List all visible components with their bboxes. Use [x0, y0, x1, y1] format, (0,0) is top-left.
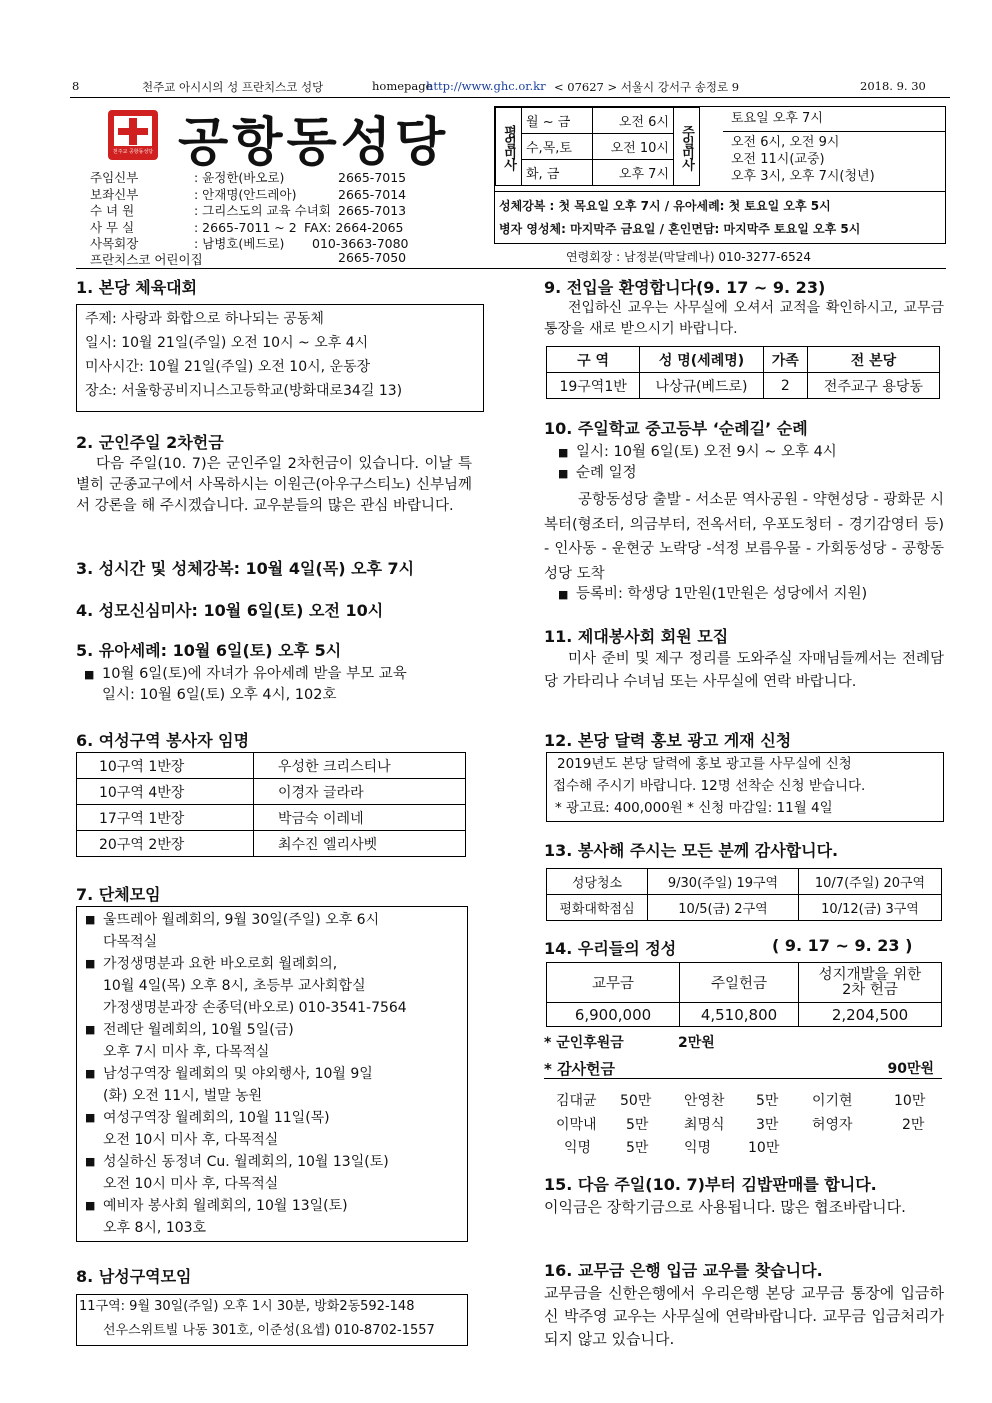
offering-period: ( 9. 17 ~ 9. 23 )	[772, 936, 913, 955]
section-body: 미사 준비 및 제구 정리를 도와주실 자매님들께서는 전례담당 가타리나 수녀님 또는 사무실에 연락 바랍니다.	[544, 651, 944, 690]
fee-item: ■ 등록비: 학생당 1만원(1만원은 성당에서 지원)	[556, 584, 946, 605]
offering-table: 교무금 주일헌금 성지개발을 위한 2차 헌금 6,900,000 4,510,800 2,204,500	[546, 962, 942, 1027]
weekday-mass-label: 평일미사	[501, 124, 516, 169]
logo-caption: 천주교 공항동성당	[112, 149, 154, 155]
section-title: 10. 주일학교 중고등부 ‘순례길’ 순례	[544, 419, 808, 438]
pilgrimage-list: ■ 일시: 10월 6일(토) 오전 9시 ~ 오후 4시 ■ 순례 일정	[556, 442, 946, 484]
section-body: 교무금을 신한은행에서 우리은행 본당 교무금 통장에 입금하신 박주영 교우는 사무실에 연락바랍니다. 교무금 입금처리가 되지 않고 있습니다.	[544, 1284, 944, 1348]
address: < 07627 > 서울시 강서구 송정로 9	[554, 80, 740, 94]
section-body: 이익금은 장학기금으로 사용됩니다. 많은 협조바랍니다.	[544, 1198, 906, 1216]
staff-row: 보좌신부 : 안재명(안드레아) 2665-7014	[90, 186, 407, 202]
homepage-link[interactable]: http://www.ghc.or.kr	[426, 79, 546, 93]
issue-date: 2018. 9. 30	[860, 79, 926, 93]
parish-name: 공항동성당	[178, 113, 450, 173]
staff-list	[90, 170, 420, 253]
volunteer-table: 10구역 1반장 우성한 크리스티나 10구역 4반장 이경자 글라라 17구역 1반장 박금숙 이레네 20구역 2반장 최수진 엘리사벳	[76, 752, 466, 857]
military-support: * 군인후원금 2만원	[544, 1035, 715, 1051]
section-title: 15. 다음 주일(10. 7)부터 김밥판매를 합니다.	[544, 1175, 877, 1194]
staff-row: 수 녀 원 : 그리스도의 교육 수녀회 2665-7013	[90, 203, 407, 218]
staff-row: 사목회장 : 남병호(베드로) 010-3663-7080	[90, 236, 409, 251]
funeral-contact: 연령회장 : 남정분(막달레나) 010-3277-6524	[566, 250, 812, 264]
section-title: 3. 성시간 및 성체강복: 10월 4일(목) 오후 7시	[76, 559, 415, 578]
mass-notice: 성체강복 : 첫 목요일 오후 7시 / 유아세례: 첫 토요일 오후 5시	[499, 199, 831, 213]
pilgrimage-route: 공항동성당 출발 - 서소문 역사공원 - 약현성당 - 광화문 시복터(형조터, 의금부터, 전옥서터, 우포도청터 - 경기감영터 등) - 인사동 - 운현궁 노락당 -석정 보름우물 - 가회동성당 - 공항동성당 도착	[544, 492, 944, 582]
kindergarten: 프란치스코 어린이집 2665-7050	[90, 250, 407, 267]
mass-time: 오후 7시	[593, 160, 674, 186]
group-meetings-box: ■ 울뜨레아 월례회의, 9월 30일(주일) 오후 6시 다목적실 ■ 가정생명분과 요한 바오로회 월례회의, 10월 4일(목) 오후 8시, 초등부 교사회합실 가정생명분과장 손종덕(바오로) 010-3541-7564 ■ 전례단 월례회의, 10월 5일(금) 오후 7시 미사 후, 다목적실 ■ 남성구역장 월례회의 및 야외행사, 10월 9일 (화) 오전 11시, 벌말 농원 ■ 여성구역장 월례회의, 10월 11일(목) 오전 10시 미사 후, 다목적실 ■ 성실하신 동정녀 Cu. 월례회의, 10월 13일(토) 오전 10시 미사 후, 다목적실 ■ 예비자 봉사회 월례회의, 10월 13일(토) 오후 8시, 103호	[76, 906, 468, 1242]
church-logo-icon	[108, 110, 158, 160]
mass-schedule	[494, 106, 946, 244]
page-header	[70, 75, 950, 98]
mass-time: 오전 10시	[593, 134, 674, 160]
volunteer-thanks-table: 성당청소 9/30(주일) 19구역 10/7(주일) 20구역 평화대학점심 10/5(금) 2구역 10/12(금) 3구역	[546, 868, 942, 921]
section-title: 8. 남성구역모임	[76, 1267, 192, 1286]
church-org: 천주교 아시시의 성 프란치스코 성당	[142, 80, 324, 94]
sports-day-box: 주제: 사랑과 화합으로 하나되는 공동체 일시: 10월 21일(주일) 오전 10시 ~ 오후 4시 미사시간: 10월 21일(주일) 오전 10시, 운동장 장소: 서울항공비지니스고등학교(방화대로34길 13)	[76, 304, 484, 412]
section-title: 7. 단체모임	[76, 885, 161, 904]
section-title: 13. 봉사해 주시는 모든 분께 감사합니다.	[544, 841, 839, 860]
section-title: 2. 군인주일 2차헌금	[76, 433, 224, 452]
section-title: 16. 교무금 은행 입금 교우를 찾습니다.	[544, 1261, 823, 1280]
mass-notice: 병자 영성체: 마지막주 금요일 / 혼인면담: 마지막주 토요일 오후 5시	[499, 222, 861, 236]
sunday-mass-label: 주일미사	[679, 124, 694, 169]
section-title: 6. 여성구역 봉사자 임명	[76, 731, 250, 750]
mass-day: 월 ~ 금	[522, 108, 593, 134]
section-title: 4. 성모신심미사: 10월 6일(토) 오전 10시	[76, 601, 384, 620]
mass-day: 수,목,토	[522, 134, 593, 160]
mass-time: 오전 6시	[593, 108, 674, 134]
newcomer-table: 구 역 성 명(세례명) 가족 전 본당 19구역1반 나상규(베드로) 2 전주교구 용당동	[546, 346, 940, 399]
page-number: 8	[72, 79, 80, 93]
thanks-offering: * 감사헌금 90만원	[544, 1058, 942, 1079]
section-title: 12. 본당 달력 홍보 광고 게재 신청	[544, 731, 792, 750]
mens-meeting-box: 11구역: 9월 30일(주일) 오후 1시 30분, 방화2동592-148 선우스위트빌 나동 301호, 이준성(요셉) 010-8702-1557	[76, 1294, 468, 1346]
calendar-ad-box: 2019년도 본당 달력에 홍보 광고를 사무실에 신청 접수해 주시기 바랍니다. 12명 선착순 신청 받습니다. * 광고료: 400,000원 * 신청 마감일: 11월 4일	[546, 752, 944, 822]
section-title: 1. 본당 체육대회	[76, 278, 198, 297]
staff-row: 주임신부 : 윤정한(바오로) 2665-7015	[90, 170, 407, 185]
section-body: 다음 주일(10. 7)은 군인주일 2차헌금이 있습니다. 이날 특별히 군종교구에서 사목하시는 이원근(아우구스티노) 신부님께서 강론을 해 주시겠습니다. 교우분들의 많은 관심 바랍니다.	[76, 456, 472, 514]
sunday-mass-times: 토요일 오후 7시 오전 6시, 오전 9시 오전 11시(교중) 오후 3시, 오후 7시(청년)	[723, 107, 945, 185]
mass-day: 화, 금	[522, 160, 593, 186]
section-title: 9. 전입을 환영합니다(9. 17 ~ 9. 23)	[544, 278, 826, 297]
donor-list: 김대균 50만 안영찬 5만 이기현 10만 이막내 5만 최명식 3만 허영자 2만 익명 5만 익명 10만	[556, 1093, 926, 1156]
staff-row: 사 무 실 : 2665-7011 ~ 2 FAX: 2664-2065	[90, 219, 404, 235]
homepage-label: homepage	[372, 79, 433, 93]
section-body: 전입하신 교우는 사무실에 오셔서 교적을 확인하시고, 교무금 통장을 새로 받으시기 바랍니다.	[544, 300, 944, 337]
section-title: 11. 제대봉사회 회원 모집	[544, 627, 729, 646]
section-title: 14. 우리들의 정성	[544, 939, 677, 958]
infant-baptism-list: ■ 10월 6일(토)에 자녀가 유아세례 받을 부모 교육 일시: 10월 6일(토) 오후 4시, 102호	[82, 664, 472, 706]
section-title: 5. 유아세례: 10월 6일(토) 오후 5시	[76, 641, 342, 660]
